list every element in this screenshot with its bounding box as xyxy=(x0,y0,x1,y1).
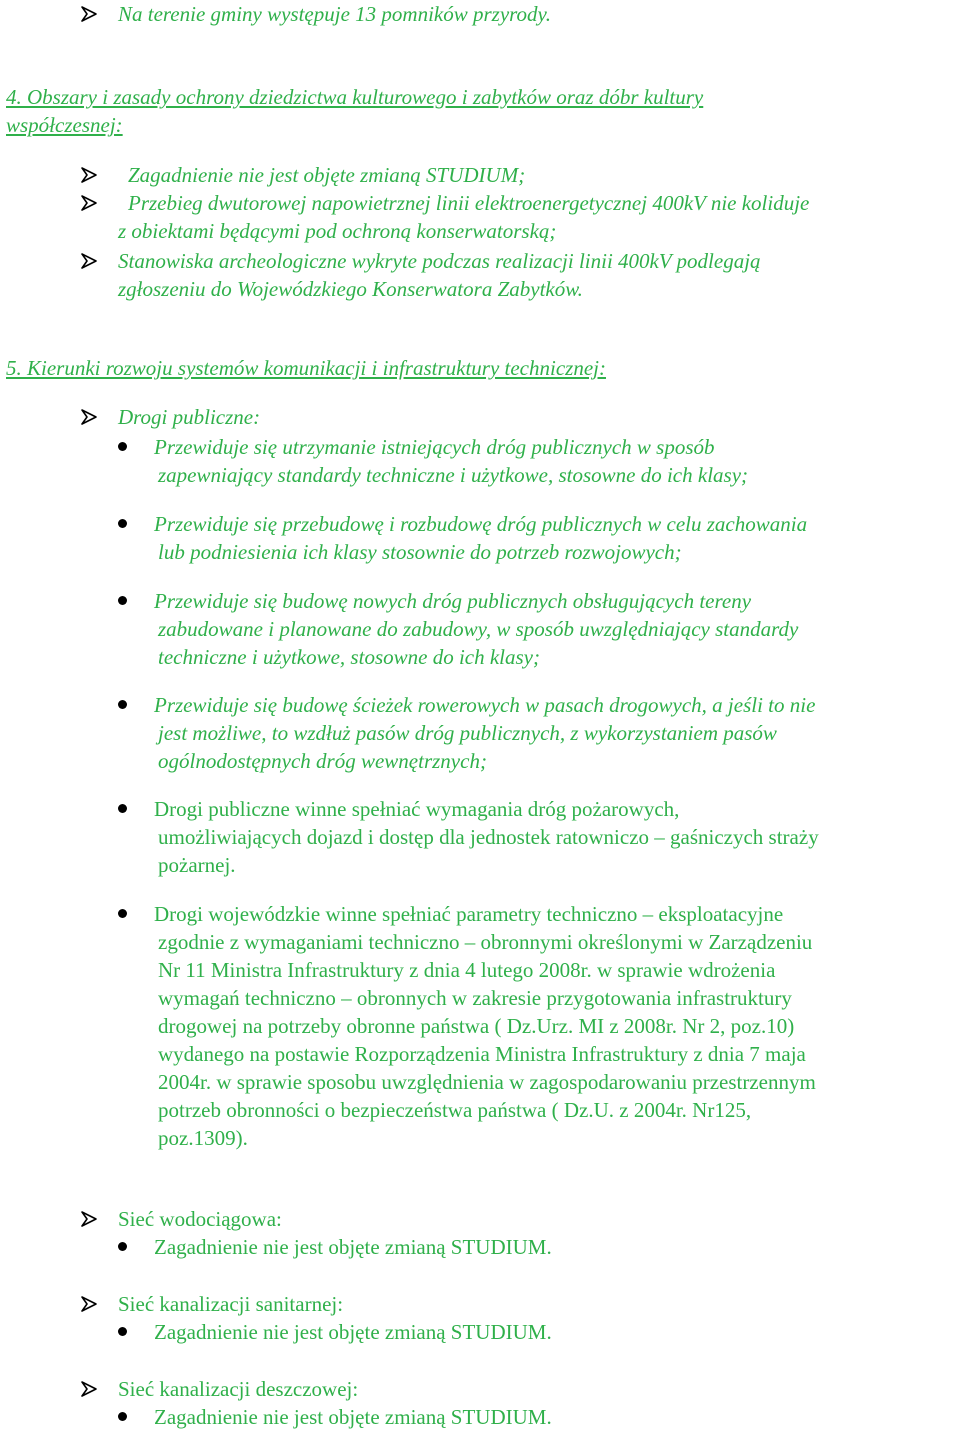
dot-bullet-icon xyxy=(118,700,127,709)
siec-wodociagowa-title: Sieć wodociągowa: xyxy=(118,1207,282,1231)
dot-bullet-icon xyxy=(118,1327,127,1336)
drogi-b5-line-3: pożarnej. xyxy=(158,853,236,877)
siec-deszczowa-bullet: Zagadnienie nie jest objęte zmianą STUDIUM. xyxy=(154,1405,552,1429)
s4-item-3-line-2: zgłoszeniu do Wojewódzkiego Konserwatora Zabytków. xyxy=(118,277,583,301)
drogi-b4-line-2: jest możliwe, to wzdłuż pasów dróg publicznych, z wykorzystaniem pasów xyxy=(158,721,777,745)
dot-bullet-icon xyxy=(118,596,127,605)
dot-bullet-icon xyxy=(118,1412,127,1421)
drogi-b2-line-2: lub podniesienia ich klasy stosownie do potrzeb rozwojowych; xyxy=(158,540,682,564)
top-item-text: Na terenie gminy występuje 13 pomników przyrody. xyxy=(118,2,551,26)
section5-heading: 5. Kierunki rozwoju systemów komunikacji i infrastruktury technicznej: xyxy=(6,356,606,380)
drogi-title: Drogi publiczne: xyxy=(118,405,261,429)
section4-heading-line2: współczesnej: xyxy=(6,113,123,137)
arrow-bullet-icon xyxy=(80,5,98,23)
arrow-bullet-icon xyxy=(80,1380,98,1398)
siec-sanitarna-bullet: Zagadnienie nie jest objęte zmianą STUDIUM. xyxy=(154,1320,552,1344)
s4-item-2-line-1: Przebieg dwutorowej napowietrznej linii elektroenergetycznej 400kV nie koliduje xyxy=(128,191,810,215)
drogi-b6-line-4: wymagań techniczno – obronnych w zakresie przygotowania infrastruktury xyxy=(158,986,792,1010)
arrow-bullet-icon xyxy=(80,166,98,184)
s4-item-1-line-1: Zagadnienie nie jest objęte zmianą STUDIUM; xyxy=(128,163,526,187)
drogi-b6-line-6: wydanego na postawie Rozporządzenia Ministra Infrastruktury z dnia 7 maja xyxy=(158,1042,806,1066)
dot-bullet-icon xyxy=(118,804,127,813)
drogi-b1-line-1: Przewiduje się utrzymanie istniejących dróg publicznych w sposób xyxy=(154,435,715,459)
drogi-b5-line-2: umożliwiających dojazd i dostęp dla jednostek ratowniczo – gaśniczych straży xyxy=(158,825,819,849)
drogi-b4-line-1: Przewiduje się budowę ścieżek rowerowych w pasach drogowych, a jeśli to nie xyxy=(154,693,816,717)
drogi-b6-line-1: Drogi wojewódzkie winne spełniać parametry techniczno – eksploatacyjne xyxy=(154,902,784,926)
s4-item-2-line-2: z obiektami będącymi pod ochroną konserwatorską; xyxy=(118,219,557,243)
drogi-b6-line-5: drogowej na potrzeby obronne państwa ( Dz.Urz. MI z 2008r. Nr 2, poz.10) xyxy=(158,1014,795,1038)
drogi-b6-line-2: zgodnie z wymaganiami techniczno – obronnymi określonymi w Zarządzeniu xyxy=(158,930,813,954)
arrow-bullet-icon xyxy=(80,1210,98,1228)
siec-wodociagowa-bullet: Zagadnienie nie jest objęte zmianą STUDIUM. xyxy=(154,1235,552,1259)
dot-bullet-icon xyxy=(118,1242,127,1251)
drogi-b6-line-3: Nr 11 Ministra Infrastruktury z dnia 4 lutego 2008r. w sprawie wdrożenia xyxy=(158,958,776,982)
drogi-b5-line-1: Drogi publiczne winne spełniać wymagania dróg pożarowych, xyxy=(154,797,680,821)
arrow-bullet-icon xyxy=(80,1295,98,1313)
drogi-b6-line-9: poz.1309). xyxy=(158,1126,248,1150)
siec-deszczowa-title: Sieć kanalizacji deszczowej: xyxy=(118,1377,359,1401)
dot-bullet-icon xyxy=(118,442,127,451)
siec-sanitarna-title: Sieć kanalizacji sanitarnej: xyxy=(118,1292,344,1316)
arrow-bullet-icon xyxy=(80,408,98,426)
drogi-b2-line-1: Przewiduje się przebudowę i rozbudowę dróg publicznych w celu zachowania xyxy=(154,512,808,536)
drogi-b6-line-7: 2004r. w sprawie sposobu uwzględnienia w zagospodarowaniu przestrzennym xyxy=(158,1070,816,1094)
dot-bullet-icon xyxy=(118,909,127,918)
drogi-b4-line-3: ogólnodostępnych dróg wewnętrznych; xyxy=(158,749,487,773)
dot-bullet-icon xyxy=(118,519,127,528)
section4-heading-line1: 4. Obszary i zasady ochrony dziedzictwa kulturowego i zabytków oraz dóbr kultury xyxy=(6,85,704,109)
drogi-b1-line-2: zapewniający standardy techniczne i użytkowe, stosowne do ich klasy; xyxy=(158,463,749,487)
arrow-bullet-icon xyxy=(80,194,98,212)
drogi-b6-line-8: potrzeb obronności o bezpieczeństwa państwa ( Dz.U. z 2004r. Nr125, xyxy=(158,1098,752,1122)
arrow-bullet-icon xyxy=(80,252,98,270)
drogi-b3-line-1: Przewiduje się budowę nowych dróg publicznych obsługujących tereny xyxy=(154,589,752,613)
drogi-b3-line-3: techniczne i użytkowe, stosowne do ich klasy; xyxy=(158,645,540,669)
s4-item-3-line-1: Stanowiska archeologiczne wykryte podczas realizacji linii 400kV podlegają xyxy=(118,249,761,273)
drogi-b3-line-2: zabudowane i planowane do zabudowy, w sposób uwzględniający standardy xyxy=(158,617,799,641)
